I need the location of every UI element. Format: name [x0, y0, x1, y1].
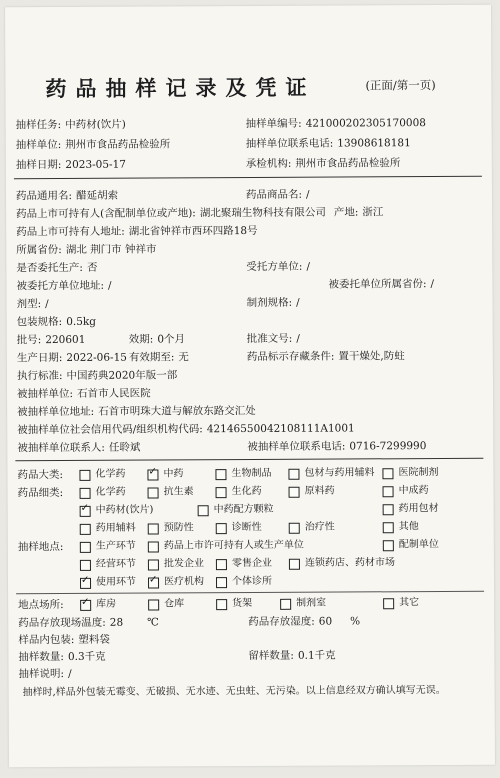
option-label: 包材与药用辅料	[304, 467, 375, 479]
storage-field: 药品标示存藏条件: 置干燥处,防蛀	[246, 350, 405, 364]
entrusted-field: 是否委托生产: 否	[16, 261, 98, 275]
option-label: 治疗性	[304, 521, 335, 533]
record-sheet	[5, 5, 495, 768]
option-label: 医疗机构	[163, 576, 205, 588]
checkbox-distribution[interactable]	[80, 560, 91, 571]
page-title: 药品抽样记录及凭证	[45, 74, 316, 102]
checkbox-medical-org[interactable]	[148, 577, 159, 588]
option-label: 个体诊所	[231, 575, 273, 588]
sampling-date-field: 抽样日期: 2023-05-17	[15, 158, 126, 172]
trustee-field: 受托方单位: /	[246, 260, 311, 274]
sample-number-field: 抽样单编号: 421000202305170008	[245, 117, 426, 131]
page-subtitle: (正面/第一页)	[365, 78, 436, 93]
checkbox-packaging[interactable]	[288, 469, 299, 480]
checkbox-raw[interactable]	[289, 487, 300, 498]
checkbox-excipient[interactable]	[80, 524, 91, 535]
option-label: 库房	[96, 598, 117, 610]
checkbox-shelf[interactable]	[216, 599, 227, 610]
checkbox-antibiotic[interactable]	[148, 487, 159, 498]
retain-qty-field: 留样数量: 0.1千克	[248, 649, 336, 663]
batch-field: 批号: 220601	[16, 333, 86, 347]
option-label: 药品上市许可持有人或生产单位	[163, 539, 304, 552]
checkbox-warehouse[interactable]	[148, 599, 159, 610]
holder-address-field: 药品上市可持有人地址: 湖北省钟祥市西环四路18号	[16, 224, 258, 239]
option-label: 零售企业	[231, 557, 272, 570]
footer-note: 抽样时,样品外包装无霉变、无破损、无水迹、无虫蛀、无污染。以上信息经双方确认填写无误。	[22, 684, 446, 699]
option-label: 经营环节	[95, 558, 136, 570]
option-label: 生化药	[231, 485, 262, 498]
checkbox-mah[interactable]	[148, 541, 159, 552]
generic-name-field: 药品通用名: 醋延胡索	[15, 189, 119, 203]
option-label: 货架	[232, 597, 253, 610]
holder-field: 药品上市可持有人(含配制单位或产地): 湖北聚瑞生物科技有限公司 产地: 浙江	[16, 206, 384, 221]
option-label: 中药配方颗粒	[213, 503, 274, 516]
option-label: 其他	[398, 521, 419, 533]
option-label: 中药	[163, 468, 184, 480]
checkbox-prep-unit[interactable]	[383, 540, 394, 551]
checkbox-preventive[interactable]	[148, 523, 159, 534]
inspection-org-field: 承检机构: 荆州市食品药品检验所	[245, 157, 401, 171]
mfg-date-field: 生产日期: 2022-06-15	[16, 351, 127, 365]
checkbox-other-place[interactable]	[383, 598, 394, 609]
humidity-field: 药品存放湿度: 60 %	[248, 615, 361, 629]
checkbox-other[interactable]	[383, 522, 394, 533]
checkbox-prep-room[interactable]	[280, 599, 291, 610]
divider	[15, 458, 483, 461]
dosage-form-field: 剂型: /	[16, 298, 49, 311]
option-label: 中成药	[398, 485, 429, 497]
option-label: 生产环节	[95, 540, 136, 552]
option-label: 制剂室	[296, 597, 327, 609]
unit-phone-field: 抽样单位联系电话: 13908618181	[245, 137, 411, 151]
category-label: 药品大类:	[17, 468, 64, 482]
checkbox-pack-material[interactable]	[383, 504, 394, 515]
checkbox-wholesale[interactable]	[148, 559, 159, 570]
approval-number-field: 批准文号: /	[246, 332, 300, 346]
option-label: 其它	[399, 597, 420, 609]
province-field: 所属省份: 湖北 荆门市 钟祥市	[16, 243, 157, 257]
sampling-unit-field: 抽样单位: 荆州市食品药品检验所	[15, 138, 171, 152]
contact-phone-field: 被抽样单位联系电话: 0716-7299990	[247, 440, 427, 454]
option-label: 诊断性	[231, 521, 262, 534]
option-label: 预防性	[163, 522, 194, 534]
option-label: 原料药	[304, 485, 335, 497]
entrust-address-field: 被委托方单位地址: /	[16, 279, 112, 293]
option-label: 中药材(饮片)	[95, 504, 154, 516]
sampling-desc-field: 抽样说明: /	[18, 667, 72, 681]
checkbox-clinic[interactable]	[216, 577, 227, 588]
checkbox-retail[interactable]	[216, 559, 227, 570]
option-label: 仓库	[164, 598, 185, 610]
subclass-label: 药品细类:	[17, 486, 64, 500]
option-label: 药用包材	[398, 503, 439, 515]
credit-code-field: 被抽样单位社会信用代码/组织机构代码: 42146550042108111A1001	[17, 422, 355, 437]
expiry-field: 有效期至: 无	[128, 351, 189, 364]
checkbox-chain-store[interactable]	[289, 559, 300, 570]
checkbox-tcm[interactable]	[147, 469, 158, 480]
sampled-address-field: 被抽样单位地址: 石首市明珠大道与解放东路交汇处	[17, 404, 256, 419]
checkbox-hospital-prep[interactable]	[382, 468, 393, 479]
divider	[16, 591, 484, 594]
sample-qty-field: 抽样数量: 0.3千克	[18, 650, 106, 664]
trade-name-field: 药品商品名: /	[245, 188, 310, 202]
checkbox-patent[interactable]	[383, 486, 394, 497]
option-label: 连锁药店、药材市场	[304, 557, 395, 569]
sampled-unit-field: 被抽样单位: 石首市人民医院	[17, 387, 151, 401]
checkbox-storeroom[interactable]	[80, 600, 91, 611]
checkbox-granules[interactable]	[198, 505, 209, 516]
checkbox-therapeutic[interactable]	[289, 523, 300, 534]
divider	[14, 176, 482, 179]
option-label: 批发企业	[163, 558, 204, 570]
checkbox-diagnostic[interactable]	[216, 523, 227, 534]
option-label: 药用辅料	[95, 522, 136, 534]
checkbox-herbal-slices[interactable]	[80, 506, 91, 517]
checkbox-usage[interactable]	[80, 578, 91, 589]
contact-field: 被抽样单位联系人: 任聆斌	[17, 441, 141, 455]
option-label: 化学药	[95, 468, 126, 480]
temperature-field: 药品存放现场温度: 28 ℃	[18, 616, 159, 630]
checkbox-bio[interactable]	[215, 469, 226, 480]
location-label: 抽样地点:	[17, 540, 64, 554]
option-label: 抗生素	[163, 486, 194, 498]
pack-spec-field: 包装规格: 0.5kg	[16, 315, 97, 329]
inner-pack-field: 样品内包装: 塑料袋	[18, 633, 110, 647]
place-label: 地点场所:	[18, 598, 64, 612]
valid-period-field: 效期: 0个月	[128, 333, 186, 346]
checkbox-chem[interactable]	[79, 470, 90, 481]
prep-spec-field: 制剂规格: /	[246, 296, 300, 310]
option-label: 生物制品	[231, 467, 272, 480]
option-label: 使用环节	[95, 576, 137, 588]
standard-field: 执行标准: 中国药典2020年版一部	[16, 369, 178, 383]
option-label: 化学药	[95, 486, 126, 498]
entrust-province-field: 被委托单位所属省份: /	[328, 278, 435, 291]
checkbox-production[interactable]	[80, 542, 91, 553]
option-label: 医院制剂	[398, 467, 439, 479]
option-label: 配制单位	[398, 539, 439, 551]
checkbox-biochem[interactable]	[216, 487, 227, 498]
task-field: 抽样任务: 中药材(饮片)	[15, 118, 126, 132]
checkbox-sub-chem[interactable]	[80, 488, 91, 499]
